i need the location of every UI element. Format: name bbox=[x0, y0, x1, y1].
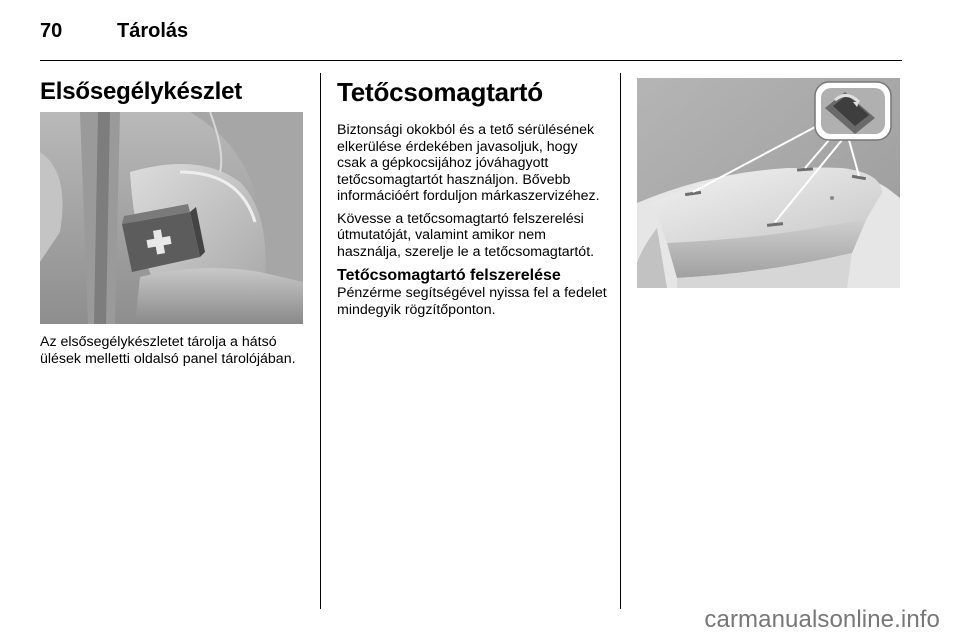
first-aid-heading: Elsősegélykészlet bbox=[40, 78, 243, 105]
header-rule bbox=[40, 60, 902, 61]
mounting-point-detail-icon bbox=[815, 82, 891, 140]
roof-rack-paragraph-1: Biztonsági okokból és a tető sérülésének elkerülése érdekében javasoljuk, hogy csak a gépkocsijához jóváhagyott tetőcsomagtartót használjon. Bővebb információért forduljon márkaszervizéhez. bbox=[337, 122, 600, 204]
roof-rack-install-subheading: Tetőcsomagtartó felszerelése bbox=[337, 267, 561, 284]
page-number: 70 bbox=[40, 20, 63, 42]
footer-watermark: carmanualsonline.info bbox=[704, 606, 940, 633]
roof-rack-paragraph-3: Pénzérme segítségével nyissa fel a fedelet mindegyik rögzítőponton. bbox=[337, 285, 607, 318]
first-aid-kit-illustration bbox=[40, 112, 303, 324]
first-aid-body: Az elsősegélykészletet tárolja a hátsó ülések melletti oldalsó panel tárolójában. bbox=[40, 334, 296, 367]
first-aid-column bbox=[40, 78, 306, 367]
roof-rack-mounting-illustration bbox=[637, 78, 900, 288]
roof-rack-paragraph-2: Kövesse a tetőcsomagtartó felszerelési útmutatóját, valamint amikor nem használja, szerelje le a tetőcsomagtartót. bbox=[337, 210, 595, 260]
page-header bbox=[40, 20, 902, 60]
column-divider-right bbox=[620, 73, 621, 609]
roof-rack-column bbox=[337, 78, 607, 318]
column-divider-left bbox=[320, 73, 321, 609]
section-title: Tárolás bbox=[117, 20, 189, 42]
roof-rack-heading: Tetőcsomagtartó bbox=[337, 77, 543, 107]
roof-illustration-column bbox=[637, 78, 900, 288]
